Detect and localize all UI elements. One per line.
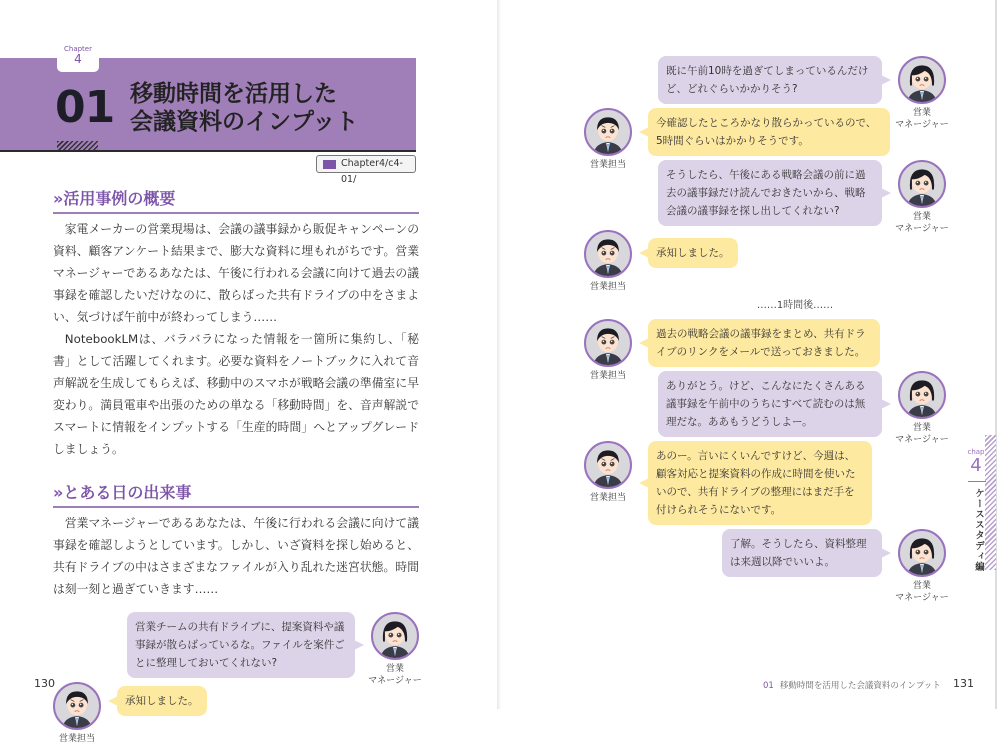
staff-face-icon — [586, 321, 630, 365]
body-paragraph: 家電メーカーの営業現場は、会議の議事録から販促キャンペーンの資料、顧客アンケート結果まで、膨大な資料に埋もれがちです。営業マネージャーであるあなたは、午後に行われる会議に向けて過去の議事録を確認したいだけなのに、散らばった共有ドライブの中をさまよい、気づけば午前中が終わってしまう…… — [53, 222, 419, 324]
folder-path: Chapter4/c4-01/ — [341, 158, 403, 185]
section-heading: »とある日の出来事 — [53, 480, 419, 508]
speaker-label: 営業担当 — [58, 734, 95, 744]
dialogue-row — [584, 371, 949, 445]
right-page-dialogue — [584, 56, 949, 603]
side-tab-hatch — [985, 435, 996, 570]
manager-speech-bubble: ありがとう。けど、こんなにたくさんある議事録を午前中のうちにすべて読むのは無理だな。ああもうどうしよー。 — [658, 371, 882, 437]
speaker-label: 営業担当 — [589, 371, 626, 381]
manager-speech-bubble: そうしたら、午後にある戦略会議の前に過去の議事録だけ読んでおきたいから、戦略会議の議事録を探し出してくれない? — [658, 160, 882, 226]
speaker-label: 営業担当 — [589, 282, 626, 292]
dialogue-row — [584, 441, 946, 525]
hatch-decoration — [57, 141, 98, 150]
manager-speech-bubble: 了解。そうしたら、資料整理は来週以降でいいよ。 — [722, 529, 882, 577]
speaker-label: 営業 マネージャー — [895, 212, 949, 234]
divider — [968, 481, 986, 482]
staff-speech-bubble: 過去の戦略会議の議事録をまとめ、共有ドライブのリンクをメールで送っておきました。 — [648, 319, 880, 367]
staff-avatar — [584, 230, 632, 278]
dialogue-row — [53, 682, 419, 744]
section-number: 01 — [55, 82, 115, 133]
time-separator: ……1時間後…… — [756, 300, 834, 311]
staff-speech-bubble: 今確認したところかなり散らかっているので、5時間ぐらいはかかりそうです。 — [648, 108, 890, 156]
manager-face-icon — [900, 58, 944, 102]
manager-face-icon — [900, 531, 944, 575]
staff-avatar — [584, 319, 632, 367]
dialogue-row — [584, 108, 946, 170]
dialogue-row — [53, 612, 422, 686]
speaker-label: 営業担当 — [589, 160, 626, 170]
chap-label: chap — [967, 448, 985, 456]
speaker-label: 営業 マネージャー — [368, 664, 422, 686]
section-heading: »活用事例の概要 — [53, 186, 419, 214]
staff-avatar — [53, 682, 101, 730]
staff-face-icon — [55, 684, 99, 728]
chap-number: 4 — [970, 455, 982, 476]
dialogue-row — [584, 529, 949, 603]
title-line: 移動時間を活用した — [130, 81, 337, 107]
body-paragraph: 営業マネージャーであるあなたは、午後に行われる会議に向けて議事録を確認しようとしています。しかし、いざ資料を探し始めると、共有ドライブの中はさまざまなファイルが入り乱れた迷宮状態。時間は刻一刻と過ぎていきます…… — [53, 516, 419, 596]
speaker-label: 営業担当 — [589, 493, 626, 503]
chapter-tab — [57, 44, 99, 72]
dialogue-row — [584, 56, 949, 130]
chapter-label: Chapter — [64, 45, 92, 53]
page-number: 130 — [34, 677, 55, 690]
left-page-content — [53, 186, 422, 744]
dialogue-row — [584, 230, 946, 292]
staff-face-icon — [586, 110, 630, 154]
speaker-label: 営業 マネージャー — [895, 581, 949, 603]
footer-section-title: 移動時間を活用した会議資料のインプット — [779, 681, 941, 691]
running-footer — [763, 679, 941, 691]
manager-face-icon — [373, 614, 417, 658]
side-chapter-tab — [966, 448, 986, 476]
page-number: 131 — [953, 677, 974, 690]
manager-avatar — [898, 160, 946, 208]
staff-speech-bubble: あのー。言いにくいんですけど、今週は、顧客対応と提案資料の作成に時間を使いたいので、共有ドライブの整理にはまだ手を付けられそうにないです。 — [648, 441, 872, 525]
manager-avatar — [898, 56, 946, 104]
staff-speech-bubble: 承知しました。 — [648, 238, 738, 268]
page-gutter — [497, 0, 501, 709]
manager-face-icon — [900, 373, 944, 417]
manager-avatar — [371, 612, 419, 660]
manager-avatar — [898, 529, 946, 577]
manager-face-icon — [900, 162, 944, 206]
page-edge — [995, 0, 997, 709]
part-title: ケーススタディ編 — [973, 488, 984, 572]
sample-folder-label — [316, 155, 416, 185]
speaker-label: 営業 マネージャー — [895, 423, 949, 445]
folder-icon — [323, 160, 336, 169]
speaker-label: 営業 マネージャー — [895, 108, 949, 130]
manager-speech-bubble: 既に午前10時を過ぎてしまっているんだけど、どれぐらいかかりそう? — [658, 56, 882, 104]
chapter-number: 4 — [74, 52, 82, 66]
dialogue-row — [584, 319, 946, 381]
title-line: 会議資料のインプット — [130, 109, 359, 135]
manager-avatar — [898, 371, 946, 419]
body-paragraph: NotebookLMは、バラバラになった情報を一箇所に集約し、「秘書」として活躍してくれます。必要な資料をノートブックに入れて音声解説を生成してもらえば、移動中のスマホが戦略会議の準備室に早変わり。満員電車や出張のための単なる「移動時間」を、音声解説でスマートに情報をインプットする「生産的時間」へとアップグレードしましょう。 — [53, 332, 419, 456]
dialogue-row — [584, 160, 949, 234]
staff-speech-bubble: 承知しました。 — [117, 686, 207, 716]
staff-face-icon — [586, 443, 630, 487]
staff-avatar — [584, 108, 632, 156]
manager-speech-bubble: 営業チームの共有ドライブに、提案資料や議事録が散らばっているな。ファイルを案件ごとに整理しておいてくれない? — [127, 612, 355, 678]
staff-avatar — [584, 441, 632, 489]
footer-section-number: 01 — [763, 681, 774, 691]
staff-face-icon — [586, 232, 630, 276]
page-title — [130, 80, 358, 136]
